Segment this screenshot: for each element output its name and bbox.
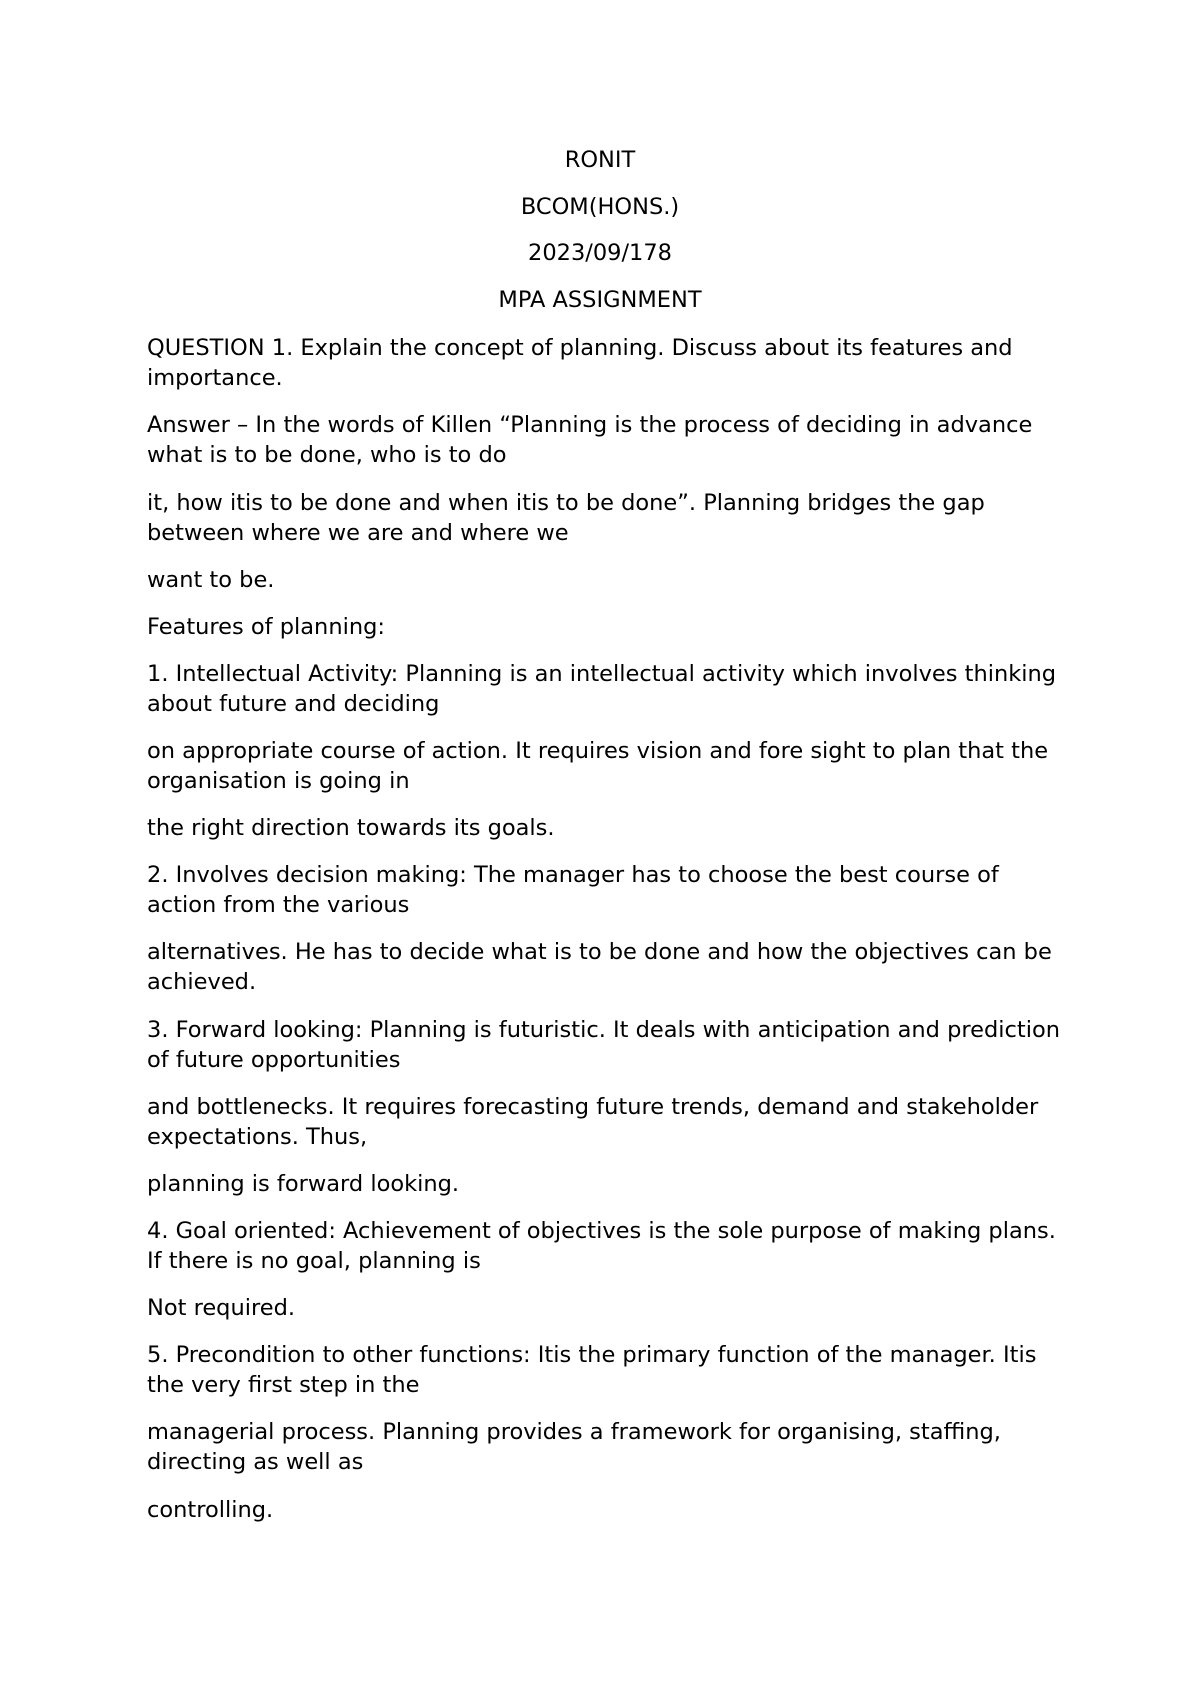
answer-paragraph: Answer – In the words of Killen “Planning is the process of deciding in advance what is to be done, who is to do (147, 412, 1033, 468)
feature-paragraph: the right direction towards its goals. (147, 815, 555, 841)
assignment-title: MPA ASSIGNMENT (498, 287, 702, 313)
feature-paragraph: 3. Forward looking: Planning is futuristic. It deals with anticipation and prediction of future opportunities (147, 1017, 1060, 1073)
answer-paragraph: want to be. (147, 567, 275, 593)
answer-paragraph: it, how itis to be done and when itis to be done”. Planning bridges the gap between where we are and where we (147, 490, 985, 546)
roll-number: 2023/09/178 (528, 240, 672, 266)
course-name: BCOM(HONS.) (520, 194, 680, 220)
feature-paragraph: Not required. (147, 1295, 295, 1321)
feature-paragraph: 2. Involves decision making: The manager has to choose the best course of action from the various (147, 862, 999, 918)
student-name: RONIT (564, 147, 636, 173)
features-heading: Features of planning: (147, 614, 385, 640)
feature-paragraph: 4. Goal oriented: Achievement of objectives is the sole purpose of making plans. If there is no goal, planning is (147, 1218, 1056, 1274)
feature-paragraph: 1. Intellectual Activity: Planning is an intellectual activity which involves thinking about future and deciding (147, 661, 1057, 717)
feature-paragraph: and bottlenecks. It requires forecasting future trends, demand and stakeholder expectations. Thus, (147, 1094, 1039, 1150)
feature-paragraph: planning is forward looking. (147, 1171, 460, 1197)
question-text: QUESTION 1. Explain the concept of planning. Discuss about its features and importance. (147, 335, 1013, 391)
feature-paragraph: 5. Precondition to other functions: Itis the primary function of the manager. Itis the very first step in the (147, 1342, 1037, 1398)
feature-paragraph: alternatives. He has to decide what is to be done and how the objectives can be achieved. (147, 939, 1052, 995)
feature-paragraph: on appropriate course of action. It requires vision and fore sight to plan that the organisation is going in (147, 738, 1049, 794)
feature-paragraph: controlling. (147, 1497, 274, 1523)
feature-paragraph: managerial process. Planning provides a framework for organising, staffing, directing as well as (147, 1419, 1001, 1475)
